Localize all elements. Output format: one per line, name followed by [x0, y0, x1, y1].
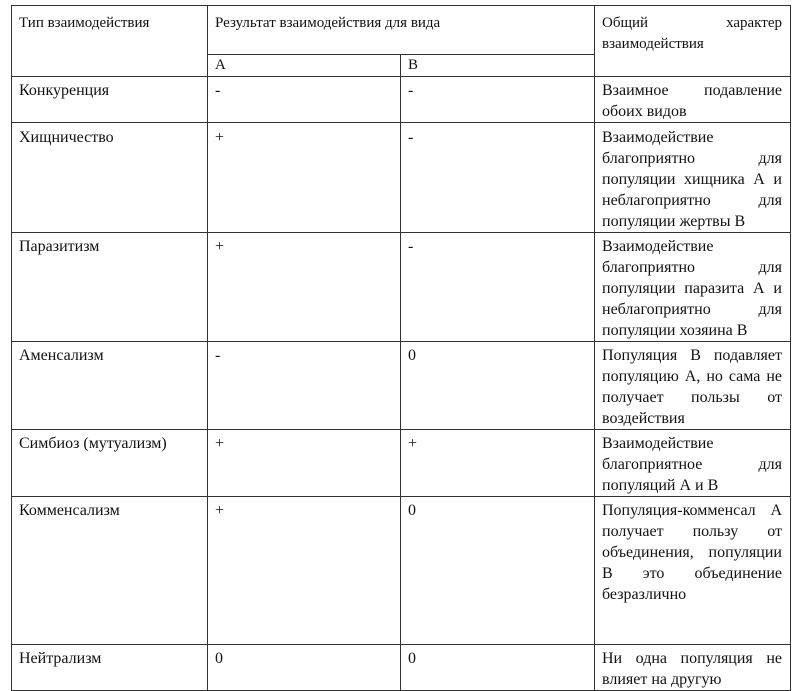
- cell-result-b: -: [401, 77, 595, 123]
- cell-type: Комменсализм: [12, 497, 208, 645]
- cell-type: Симбиоз (мутуализм): [12, 430, 208, 497]
- table-row: [12, 233, 791, 342]
- cell-type: Паразитизм: [12, 233, 208, 342]
- cell-description: Взаимодействие благоприятное для популяций А и В: [595, 430, 791, 497]
- cell-result-a: +: [208, 497, 401, 645]
- cell-description: Взаимодействие благоприятно для популяции хищника А и неблагоприятно для популяции жертвы В: [595, 123, 791, 233]
- cell-result-b: +: [401, 430, 595, 497]
- cell-description: Ни одна популяция не влияет на другую: [595, 645, 791, 691]
- cell-description: Популяция-комменсал А получает пользу от объединения, популяции В это объединение безразлично: [595, 497, 791, 645]
- table-row: [12, 123, 791, 233]
- cell-result-b: -: [401, 123, 595, 233]
- cell-type: Нейтрализм: [12, 645, 208, 691]
- header-general-character: Общий характер взаимодействия: [595, 6, 791, 77]
- header-result-for-species: Результат взаимодействия для вида: [208, 6, 595, 55]
- cell-result-a: +: [208, 430, 401, 497]
- cell-result-a: +: [208, 233, 401, 342]
- cell-result-b: 0: [401, 645, 595, 691]
- table-row: [12, 497, 791, 645]
- cell-result-b: 0: [401, 497, 595, 645]
- table-row: [12, 430, 791, 497]
- cell-result-a: 0: [208, 645, 401, 691]
- cell-type: Аменсализм: [12, 342, 208, 430]
- table-row: [12, 342, 791, 430]
- cell-result-a: +: [208, 123, 401, 233]
- cell-result-b: -: [401, 233, 595, 342]
- subheader-species-a: А: [208, 55, 401, 77]
- interaction-types-table: [11, 5, 791, 691]
- cell-description: Популяция В подавляет популяцию А, но сама не получает пользы от воздействия: [595, 342, 791, 430]
- cell-result-a: -: [208, 77, 401, 123]
- cell-description: Взаимное подавление обоих видов: [595, 77, 791, 123]
- subheader-species-b: В: [401, 55, 595, 77]
- table-header-row: [12, 6, 791, 55]
- header-interaction-type: Тип взаимодействия: [12, 6, 208, 77]
- cell-type: Конкуренция: [12, 77, 208, 123]
- cell-description: Взаимодействие благоприятно для популяции паразита А и неблагоприятно для популяции хозяина В: [595, 233, 791, 342]
- cell-result-a: -: [208, 342, 401, 430]
- cell-type: Хищничество: [12, 123, 208, 233]
- table-row: [12, 77, 791, 123]
- cell-result-b: 0: [401, 342, 595, 430]
